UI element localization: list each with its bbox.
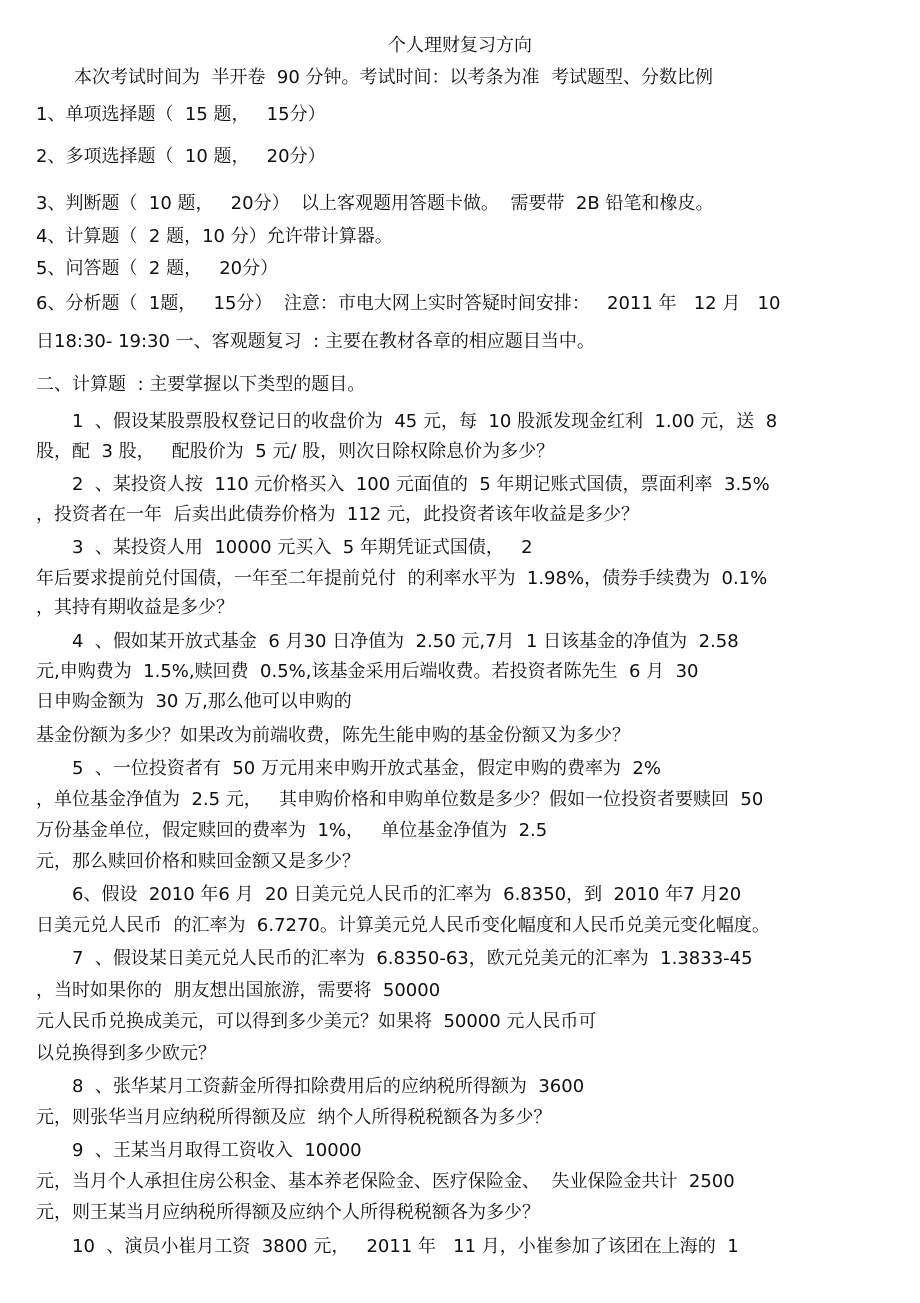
question-line: 5 、一位投资者有 50 万元用来申购开放式基金，假定申购的费率为 2% bbox=[72, 758, 661, 779]
section-analysis: 6、分析题（ 1题， 15分） 注意：市电大网上实时答疑时间安排： 2011 年 12 月 10 bbox=[36, 293, 781, 314]
question-line: ，投资者在一年 后卖出此债券价格为 112 元，此投资者该年收益是多少？ bbox=[36, 504, 639, 525]
question-line: 4 、假如某开放式基金 6 月30 日净值为 2.50 元,7月 1 日该基金的净值为 2.58 bbox=[72, 631, 739, 652]
question-line: 10 、演员小崔月工资 3800 元， 2011 年 11 月，小崔参加了该团在上海的 1 bbox=[72, 1236, 739, 1257]
qa-schedule-line: 日18:30- 19:30 一、客观题复习 : 主要在教材各章的相应题目当中。 bbox=[36, 331, 595, 352]
question-line: 2 、某投资人按 110 元价格买入 100 元面值的 5 年期记账式国债，票面利率 3.5% bbox=[72, 474, 770, 495]
question-line: 日美元兑人民币 的汇率为 6.7270。计算美元兑人民币变化幅度和人民币兑美元变化幅度。 bbox=[36, 915, 770, 936]
question-line: 元，则张华当月应纳税所得额及应 纳个人所得税税额各为多少？ bbox=[36, 1107, 552, 1128]
question-line: 年后要求提前兑付国债，一年至二年提前兑付 的利率水平为 1.98%，债券手续费为 0.1% bbox=[36, 568, 768, 589]
question-line: 元，那么赎回价格和赎回金额又是多少？ bbox=[36, 851, 360, 872]
page-title: 个人理财复习方向 bbox=[388, 35, 532, 56]
section-calculation: 4、计算题（ 2 题，10 分）允许带计算器。 bbox=[36, 226, 393, 247]
question-line: ，当时如果你的 朋友想出国旅游，需要将 50000 bbox=[36, 980, 441, 1001]
question-line: 6、假设 2010 年6 月 20 日美元兑人民币的汇率为 6.8350，到 2010 年7 月20 bbox=[72, 884, 742, 905]
question-line: ，其持有期收益是多少？ bbox=[36, 597, 234, 618]
section-multi-choice: 2、多项选择题（ 10 题， 20分） bbox=[36, 146, 326, 167]
question-line: 元，则王某当月应纳税所得额及应纳个人所得税税额各为多少？ bbox=[36, 1202, 540, 1223]
question-line: 元，当月个人承担住房公积金、基本养老保险金、医疗保险金、 失业保险金共计 2500 bbox=[36, 1171, 735, 1192]
section-true-false: 3、判断题（ 10 题， 20分） 以上客观题用答题卡做。 需要带 2B 铅笔和橡皮。 bbox=[36, 193, 714, 214]
question-line: 元,申购费为 1.5%,赎回费 0.5%,该基金采用后端收费。若投资者陈先生 6 月 30 bbox=[36, 661, 699, 682]
question-line: 9 、王某当月取得工资收入 10000 bbox=[72, 1140, 362, 1161]
question-line: 7 、假设某日美元兑人民币的汇率为 6.8350-63，欧元兑美元的汇率为 1.3833-45 bbox=[72, 948, 753, 969]
question-line: ，单位基金净值为 2.5 元， 其申购价格和申购单位数是多少？假如一位投资者要赎回 50 bbox=[36, 789, 764, 810]
question-line: 3 、某投资人用 10000 元买入 5 年期凭证式国债， 2 bbox=[72, 537, 533, 558]
question-line: 万份基金单位，假定赎回的费率为 1%， 单位基金净值为 2.5 bbox=[36, 820, 548, 841]
question-line: 元人民币兑换成美元，可以得到多少美元？如果将 50000 元人民币可 bbox=[36, 1011, 597, 1032]
exam-intro: 本次考试时间为 半开卷 90 分钟。考试时间：以考条为准 考试题型、分数比例 bbox=[74, 67, 713, 88]
question-line: 8 、张华某月工资薪金所得扣除费用后的应纳税所得额为 3600 bbox=[72, 1076, 585, 1097]
question-line: 日申购金额为 30 万,那么他可以申购的 bbox=[36, 691, 352, 712]
section-single-choice: 1、单项选择题（ 15 题， 15分） bbox=[36, 104, 326, 125]
calc-heading: 二、计算题 : 主要掌握以下类型的题目。 bbox=[36, 374, 366, 395]
section-qa: 5、问答题（ 2 题， 20分） bbox=[36, 258, 279, 279]
question-line: 以兑换得到多少欧元？ bbox=[36, 1043, 216, 1064]
question-line: 基金份额为多少？如果改为前端收费，陈先生能申购的基金份额又为多少？ bbox=[36, 725, 630, 746]
question-line: 股，配 3 股， 配股价为 5 元/ 股，则次日除权除息价为多少？ bbox=[36, 441, 555, 462]
question-line: 1 、假设某股票股权登记日的收盘价为 45 元，每 10 股派发现金红利 1.00 元，送 8 bbox=[72, 411, 778, 432]
